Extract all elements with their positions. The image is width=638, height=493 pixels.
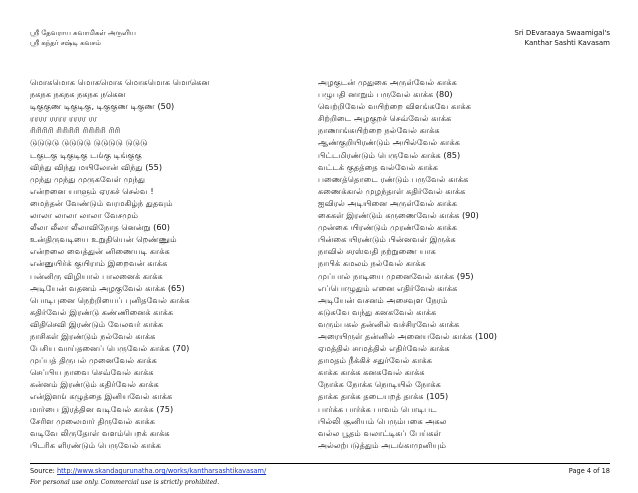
verse-line: கன்னம் இரண்டும் கதிர்வேல் காக்க	[30, 379, 159, 390]
verse-line: வடிவே லிருதோள் வளம்பெறக் காக்க	[30, 427, 170, 438]
verse-line: நகநக நகநக நகநக நகென	[30, 89, 126, 100]
verse-line: பார்க்க பார்க்க பாவம் பொடிபட	[318, 403, 437, 414]
verse-line: கடுகவே வந்து கனகவேல் காக்க	[318, 306, 437, 317]
verse-line: சேரிள முலைமார் திருவேல் காக்க	[30, 415, 155, 426]
verse-line: ஐவிரல் அடியினை அருள்வேல் காக்க	[318, 197, 457, 208]
verse-line: தாக்க தாக்க தடையறத் தாக்க (105)	[318, 391, 449, 402]
verse-line: ஏமத்தில் சாமத்தில் எதிர்வேல் காக்க	[318, 343, 450, 354]
verse-line: நாபிக் கமலம் நல்வேல் காக்க	[318, 258, 426, 269]
header-right	[514, 28, 610, 48]
verse-line: கணைக்கால் முழந்தாள் கதிர்வேல் காக்க	[318, 185, 466, 196]
verse-line: முப்பால் நாடியை முனைவேல் காக்க (95)	[318, 270, 474, 281]
verse-line: சிற்றிடை அழகுறச் செவ்வேல் காக்க	[318, 113, 452, 124]
verse-line: மைந்தன் வேண்டும் வரமகிழ்ந் துதவும்	[30, 197, 173, 208]
source-link[interactable]: http://www.skandagurunatha.org/works/kantharsashtikavasam/	[56, 467, 267, 475]
verse-line: முப்பத் திருபல் முனைவேல் காக்க	[30, 355, 157, 366]
verse-line: கைகள் இரண்டும் கருணைவேல் காக்க (90)	[318, 210, 479, 221]
verse-line: பணைத்தொடை ரண்டும் பருவேல் காக்க	[318, 173, 469, 184]
verse-line: அழகுடன் முதுகை அருள்வேல் காக்க	[318, 77, 457, 87]
verse-line: வல்ல பூதம் வலாட்டிகப் பேய்கள்	[318, 427, 441, 438]
verse-line: பில்லி சூனியம் பெரும்பகை அகல	[318, 415, 447, 426]
verse-line: வரும்பகல் தன்னில் வச்சிரவேல் காக்க	[318, 318, 460, 329]
verse-line: ரிரிரிரி ரிரிரிரி ரிரிரிரி ரிரி	[30, 125, 121, 136]
verse-line: என்றனை யாளும் ஏரகச் செல்வ !	[30, 185, 154, 196]
header-left-line1: ஸ்ரீ தேவராய சுவாமிகள் அருளிய	[30, 29, 136, 37]
verse-line: என்னுயிர்க் குயிராம் இறைவன் காக்க	[30, 258, 168, 269]
verse-line: டுடுடுடு டுடுடுடு டுடுடுடு டுடுடு	[30, 137, 148, 148]
verse-line: நாசிகள் இரண்டும் நல்வேல் காக்க	[30, 330, 156, 341]
verse-line: பேசிய வாய்தனைப் பெருவேல் காக்க (70)	[30, 343, 190, 354]
right-verse-column	[318, 76, 618, 451]
verse-line: அல்லற்படுத்தும் அடங்காமுனியும்	[318, 439, 447, 450]
verse-line: நாவில் சரஸ்வதி நற்றுணை யாக	[318, 246, 436, 257]
header-left	[30, 28, 136, 48]
header-right-line1: Sri DEvaraaya Swaamigal's	[514, 29, 610, 37]
verse-line: பிடரிக ளிரண்டும் பெருவேல் காக்க	[30, 439, 162, 450]
verse-line: நோக்க நோக்க நொடியில் நோக்க	[318, 379, 441, 390]
verse-line: விந்து விந்து மயிலோன் விந்து (55)	[30, 161, 163, 172]
verse-line: தாமதம் நீக்கிச் சதுர்வேல் காக்க	[318, 355, 432, 366]
verse-line: மார்பை இரத்தின வடிவேல் காக்க (75)	[30, 403, 174, 414]
verse-line: பன்னிரு விழியால் பாலனைக் காக்க	[30, 270, 163, 281]
verse-line: கதிர்வேல் இரண்டு கண்ணினைக் காக்க	[30, 306, 174, 317]
verse-line: மொகமொக மொகமொக மொகமொக மொகென	[30, 77, 210, 87]
source-label: Source:	[30, 467, 57, 475]
page-number: Page 4 of 18	[568, 467, 610, 475]
footer-divider	[30, 463, 610, 464]
verse-line: ஆண்குறியிரண்டும் அயில்வேல் காக்க	[318, 137, 460, 148]
verse-line: வட்டக் குதத்தை வல்வேல் காக்க	[318, 161, 438, 172]
usage-note: For personal use only. Commercial use is strictly prohibited.	[30, 479, 220, 486]
header-right-line2: Kanthar Sashti Kavasam	[524, 39, 610, 47]
left-verse-column	[30, 76, 300, 451]
verse-line: செப்பிய நாவை செவ்வேல் காக்க	[30, 367, 154, 378]
verse-line: அடியேன் வசனம் அசைவுள நேரம்	[318, 294, 448, 305]
verse-line: டிகுகுண டிகுடிகு, டிகுகுண டிகுண (50)	[30, 101, 175, 112]
verse-line: அடியேன் வதனம் அழகுவேல் காக்க (65)	[30, 282, 185, 293]
verse-line: நாணாங்கயிற்றை நல்வேல் காக்க	[318, 125, 440, 136]
verse-line: லீலா லீலா லீலாவிநோத னென்று (60)	[30, 222, 170, 233]
verse-line: முன்கை யிரண்டும் முரண்வேல் காக்க	[318, 222, 457, 233]
verse-line: என்றலை வைத்துன் னிணையடி காக்க	[30, 246, 170, 257]
verse-line: லாலா லாலா லாலா வேசமும்	[30, 210, 139, 221]
verse-line: பிட்டமிரண்டும் பெருவேல் காக்க (85)	[318, 149, 461, 160]
verse-line: அரையிருள் தன்னில் அனையவேல் காக்க (100)	[318, 330, 497, 341]
verse-line: பின்கை யிரண்டும் பின்னவள் இருக்க	[318, 234, 456, 245]
verse-line: வெற்றிவேல் வயிற்றை விளங்கவே காக்க	[318, 101, 471, 112]
verse-line: முந்து முந்து முருகவேள் முந்து	[30, 173, 146, 184]
verse-line: பொடிபுனை நெற்றியைப் புனிதவேல் காக்க	[30, 294, 190, 305]
verse-line: காக்க காக்க கனகவேல் காக்க	[318, 367, 425, 378]
header-left-line2: ஸ்ரீ கந்தர் சஷ்டி கவசம்	[30, 39, 101, 47]
verse-line: என்இளங் கழுத்தை இனியவேல் காக்க	[30, 391, 173, 402]
verse-line: டகுடகு டிகுடிகு டங்கு டிங்குகு	[30, 149, 142, 160]
verse-line: விதிசெவி இரண்டும் வேலவர் காக்க	[30, 318, 164, 329]
verse-line: எப்பொழுதும் எனை எதிர்வேல் காக்க	[318, 282, 458, 293]
verse-line: பழுபதி னாறும் பருவேல் காக்க (80)	[318, 89, 453, 100]
footer-source	[30, 467, 266, 476]
verse-line: உன்திருவடியை உறுதியென் றெண்ணும்	[30, 234, 177, 245]
verse-line: ரரரர ரரரர ரரரர ரர	[30, 113, 98, 124]
